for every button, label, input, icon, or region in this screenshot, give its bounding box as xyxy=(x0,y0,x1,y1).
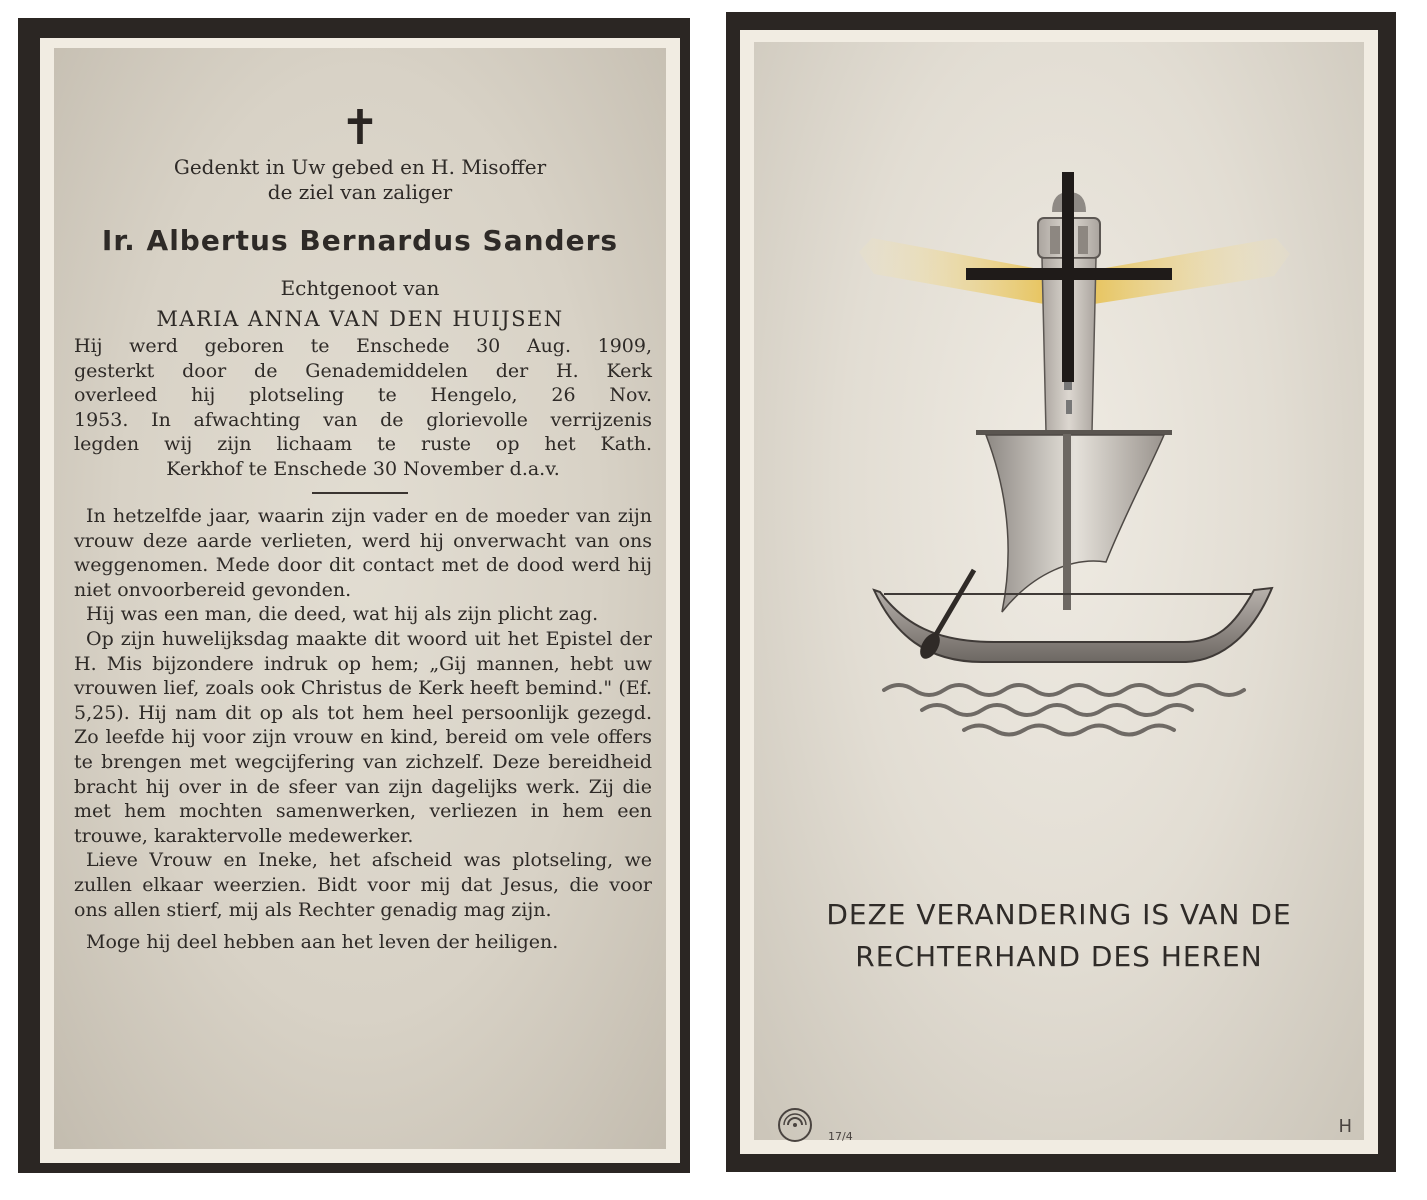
biography xyxy=(74,334,652,481)
divider xyxy=(312,492,408,494)
intro-line-2: de ziel van zaliger xyxy=(267,180,453,204)
memorial-text xyxy=(74,504,652,955)
paragraph-2: Hij was een man, die deed, wat hij als zijn plicht zag. xyxy=(86,603,599,626)
motto-line-2: RECHTERHAND DES HEREN xyxy=(855,940,1263,973)
bio-line-5: legden wij zijn lichaam te ruste op het Kath. xyxy=(74,433,652,455)
bio-line-4: 1953. In afwachting van de glorievolle verrijzenis xyxy=(74,408,652,431)
waves xyxy=(884,685,1244,735)
card-number: 17/4 xyxy=(828,1130,853,1143)
cross-icon: ✝ xyxy=(339,100,381,156)
deceased-name: Ir. Albertus Bernardus Sanders xyxy=(101,224,619,257)
bio-line-6: Kerkhof te Enschede 30 November d.a.v. xyxy=(166,457,560,480)
paragraph-5: Moge hij deel hebben aan het leven der heiligen. xyxy=(86,931,559,954)
bio-line-1: Hij werd geboren te Enschede 30 Aug. 1909, xyxy=(74,335,652,357)
artist-monogram: H xyxy=(1338,1116,1352,1137)
publisher-logo-icon xyxy=(776,1106,814,1144)
lighthouse-ship-illustration xyxy=(754,42,1364,762)
cross-icon xyxy=(966,172,1172,382)
card-text-panel xyxy=(54,48,666,1149)
spouse-name: MARIA ANNA VAN DEN HUIJSEN xyxy=(156,307,564,331)
spouse-label: Echtgenoot van xyxy=(280,276,440,300)
paragraph-4: Lieve Vrouw en Ineke, het afscheid was plotseling, we zullen elkaar weerzien. Bidt voor mij dat Jesus, die voor ons allen stierf, mij als Rechter genadig mag zijn. xyxy=(74,849,652,921)
paragraph-3: Op zijn huwelijksdag maakte dit woord uit het Epistel der H. Mis bijzondere indruk op hem; „Gij mannen, hebt uw vrouwen lief, zoals ook Christus de Kerk heeft bemind." (Ef. 5,25). Hij nam dit op als tot hem heel persoonlijk gezegd. Zo leefde hij voor zijn vrouw en kind, bereid om vele offers te brengen met wegcijfering van zichzelf. Deze bereidheid bracht hij over in de sfeer van zijn dagelijks werk. Zij die met hem mochten samenwerken, verliezen in hem een trouwe, karaktervolle medewerker. xyxy=(74,627,652,847)
intro-text xyxy=(54,155,666,205)
card-image-panel xyxy=(754,42,1364,1143)
bio-line-2: gesterkt door de Genademiddelen der H. Kerk xyxy=(74,359,652,382)
motto xyxy=(754,894,1364,978)
bio-line-3: overleed hij plotseling te Hengelo, 26 Nov. xyxy=(74,384,652,406)
sail xyxy=(976,430,1172,612)
card-margin xyxy=(740,30,1378,1154)
paragraph-1: In hetzelfde jaar, waarin zijn vader en de moeder van zijn vrouw deze aarde verlieten, werd hij onverwacht van ons weggenomen. Mede door dit contact met de dood werd hij niet onvoorbereid gevonden. xyxy=(74,505,652,601)
memorial-card-text-side xyxy=(18,18,690,1173)
card-margin xyxy=(40,38,680,1163)
intro-line-1: Gedenkt in Uw gebed en H. Misoffer xyxy=(173,155,547,179)
motto-line-1: DEZE VERANDERING IS VAN DE xyxy=(826,898,1292,931)
memorial-card-image-side xyxy=(726,12,1396,1172)
